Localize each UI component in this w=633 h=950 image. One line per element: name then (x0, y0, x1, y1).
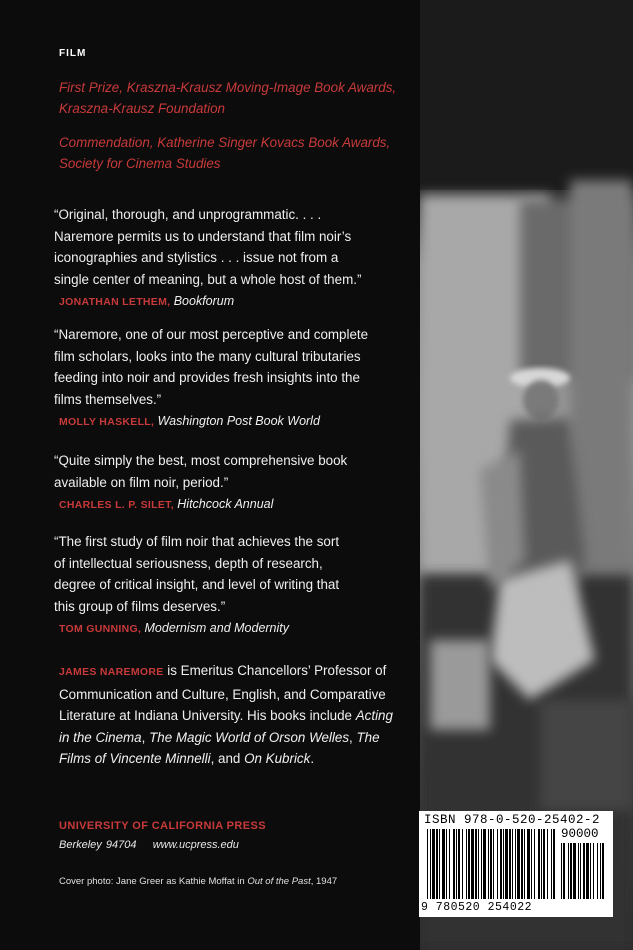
barcode-bar (602, 843, 604, 899)
author-bio (59, 660, 404, 770)
barcode-bar (534, 829, 535, 899)
barcode-bar (483, 829, 486, 899)
barcode-bar (458, 829, 460, 899)
book-title: The Magic World of Orson Welles (149, 729, 350, 745)
cover-photo (420, 0, 633, 950)
quote-line: available on film noir, period.” (54, 474, 229, 490)
review-quote (54, 531, 399, 641)
review-quote (54, 324, 399, 434)
barcode-bar (573, 843, 576, 899)
quote-attribution (59, 411, 399, 434)
quote-line: Naremore permits us to understand that film noir’s (54, 228, 352, 244)
quote-attribution (59, 618, 399, 641)
barcode-bar (481, 829, 482, 899)
barcode-bars (427, 829, 605, 907)
barcode-bar (553, 829, 555, 899)
barcode-bar (497, 829, 498, 899)
quote-line: film scholars, looks into the many cultural tributaries (54, 348, 361, 364)
barcode-bar (538, 829, 540, 899)
publisher-name: UNIVERSITY OF CALIFORNIA PRESS (59, 820, 266, 832)
barcode-bar (490, 829, 492, 899)
quote-line: “Naremore, one of our most perceptive and complete (54, 327, 369, 342)
review-quote (54, 450, 399, 517)
barcode-bar (505, 829, 508, 899)
barcode-bar (590, 843, 591, 899)
review-source: Hitchcock Annual (177, 497, 274, 511)
ean-number: 9 780520 254022 (421, 901, 533, 914)
publisher-website: www.ucpress.edu (152, 839, 239, 851)
barcode-bar (436, 829, 438, 899)
film-still-image (420, 0, 633, 950)
quote-attribution (59, 291, 399, 314)
reviewer-name: JONATHAN LETHEM, (59, 296, 171, 308)
barcode-bar (515, 829, 516, 899)
bio-separator: , and (210, 751, 245, 766)
quote-line: degree of critical insight, and level of writing that (54, 577, 340, 592)
review-source: Washington Post Book World (157, 414, 320, 428)
author-name: JAMES NAREMORE (59, 666, 164, 678)
barcode-bar (427, 829, 428, 899)
reviewer-name: CHARLES L. P. SILET, (59, 499, 174, 511)
bio-end: . (310, 751, 315, 766)
barcode-bar (439, 829, 440, 899)
barcode-bar (488, 829, 489, 899)
barcode-bar (561, 843, 562, 899)
barcode-bar (462, 829, 463, 899)
barcode-bar (524, 829, 525, 899)
isbn-barcode (419, 811, 613, 917)
isbn-label: ISBN 978-0-520-25402-2 (424, 813, 601, 827)
barcode-bar (471, 829, 474, 899)
bio-text: is Emeritus Chancellors’ Professor of Communication and Culture, English, and Comparative Literature at Indiana University. His books include (59, 663, 387, 723)
reviewer-name: MOLLY HASKELL, (59, 416, 155, 428)
barcode-bar (449, 829, 450, 899)
quote-line: feeding into noir and provides fresh insights into the (54, 370, 360, 385)
barcode-bar (563, 843, 565, 899)
barcode-bar (493, 829, 494, 899)
barcode-bar (586, 843, 589, 899)
barcode-bar (521, 829, 523, 899)
barcode-bar (583, 843, 585, 899)
barcode-bar (475, 829, 477, 899)
barcode-bar (500, 829, 502, 899)
quote-line: films themselves.” (54, 391, 162, 407)
barcode-bar (517, 829, 520, 899)
price-code: 90000 (561, 827, 599, 841)
quote-attribution (59, 494, 399, 517)
barcode-bar (503, 829, 504, 899)
barcode-bar (478, 829, 479, 899)
barcode-bar (580, 843, 581, 899)
barcode-bar (466, 829, 467, 899)
barcode-bar (432, 829, 435, 899)
award-first-prize: First Prize, Kraszna-Krausz Moving-Image Book Awards, Kraszna-Krausz Foundation (59, 80, 397, 116)
barcode-bar (543, 829, 545, 899)
barcode-bar (600, 843, 601, 899)
barcode-bar (512, 829, 513, 899)
barcode-bar (456, 829, 457, 899)
bio-separator: , (349, 729, 357, 745)
barcode-bar (593, 843, 594, 899)
barcode-bar (531, 829, 532, 899)
barcode-bar (430, 829, 431, 899)
barcode-bar (541, 829, 542, 899)
barcode-bar (468, 829, 470, 899)
quote-line: iconographies and stylistics . . . issue not from a (54, 250, 339, 265)
credit-film-title: Out of the Past (247, 876, 311, 887)
quote-line: “Original, thorough, and unprogrammatic. . . . (54, 207, 322, 222)
barcode-bar (509, 829, 511, 899)
quote-line: of intellectual seriousness, depth of research, (54, 555, 323, 571)
publisher-city: Berkeley 94704 (59, 839, 137, 851)
quote-line: single center of meaning, but a whole host of them.” (54, 271, 362, 287)
quote-line: “Quite simply the best, most comprehensive book (54, 453, 348, 468)
award-commendation: Commendation, Katherine Singer Kovacs Book Awards, Society for Cinema Studies (59, 135, 391, 171)
barcode-bar (568, 843, 569, 899)
review-source: Modernism and Modernity (144, 621, 290, 635)
barcode-bar (547, 829, 548, 899)
quote-line: “The first study of film noir that achieves the sort (54, 534, 340, 549)
barcode-bar (578, 843, 579, 899)
cover-photo-credit (59, 876, 337, 887)
barcode-bar (453, 829, 455, 899)
barcode-bar (551, 829, 552, 899)
book-title: On Kubrick (244, 751, 311, 766)
book-title: Acting in the Cinema (59, 708, 393, 745)
barcode-bar (597, 843, 598, 899)
book-title: The Films of Vincente Minnelli (59, 729, 380, 766)
publisher-address (59, 839, 239, 851)
bio-separator: , (141, 729, 150, 745)
barcode-bar (442, 829, 445, 899)
barcode-bar (527, 829, 530, 899)
quote-line: this group of films deserves.” (54, 598, 226, 614)
barcode-bar (446, 829, 447, 899)
credit-prefix: Cover photo: Jane Greer as Kathie Moffat in (59, 876, 248, 887)
barcode-bar (570, 843, 572, 899)
review-source: Bookforum (173, 294, 235, 308)
reviewer-name: TOM GUNNING, (59, 623, 142, 635)
category-label: FILM (59, 48, 87, 59)
review-quote (54, 204, 399, 314)
credit-suffix: , 1947 (310, 876, 338, 887)
